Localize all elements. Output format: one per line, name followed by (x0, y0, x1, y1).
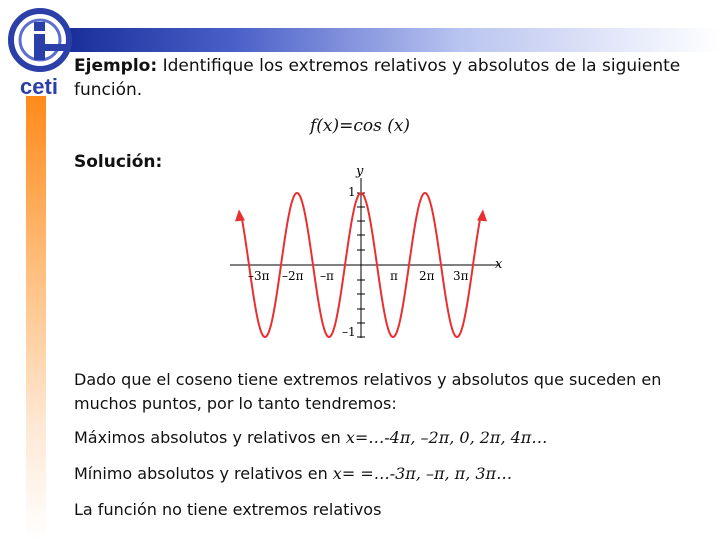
x-tick-label: –3π (248, 269, 270, 283)
example-statement (74, 54, 694, 102)
example-text: Identifique los extremos relativos y absolutos de la siguiente función. (74, 56, 681, 100)
curve-arrow-left (235, 209, 245, 221)
example-label: Ejemplo: (74, 56, 158, 76)
logo-brand-text: ceti (20, 74, 58, 98)
minima-line (74, 464, 512, 483)
y-tick-label-top: 1 (348, 185, 356, 199)
function-formula: f(x)=cos (x) (309, 116, 411, 136)
solution-label: Solución: (74, 152, 163, 172)
x-tick-label: 2π (419, 269, 435, 283)
y-axis-label: y (356, 164, 364, 179)
x-tick-label: 3π (453, 269, 469, 283)
header-gradient-bar (70, 28, 720, 52)
ceti-logo (4, 6, 74, 98)
x-tick-label: –π (320, 269, 334, 283)
maxima-line (74, 428, 547, 447)
maxima-values: x=…-4π, –2π, 0, 2π, 4π… (345, 428, 548, 447)
curve-arrow-right (477, 209, 487, 221)
cosine-graph (220, 160, 520, 350)
maxima-label: Máximos absolutos y relativos en (74, 428, 346, 447)
sidebar-gradient-bar (26, 96, 46, 540)
x-axis-label: x (495, 257, 503, 272)
x-tick-label: π (390, 269, 398, 283)
x-tick-label: –2π (282, 269, 304, 283)
minima-values: x= =…-3π, –π, π, 3π… (332, 464, 513, 483)
y-tick-label-bottom: –1 (342, 325, 356, 339)
conclusion-text: La función no tiene extremos relativos (74, 500, 382, 519)
minima-label: Mínimo absolutos y relativos en (74, 464, 333, 483)
explanation-paragraph: Dado que el coseno tiene extremos relativos y absolutos que suceden en muchos puntos, por lo tanto tendremos: (74, 370, 662, 413)
